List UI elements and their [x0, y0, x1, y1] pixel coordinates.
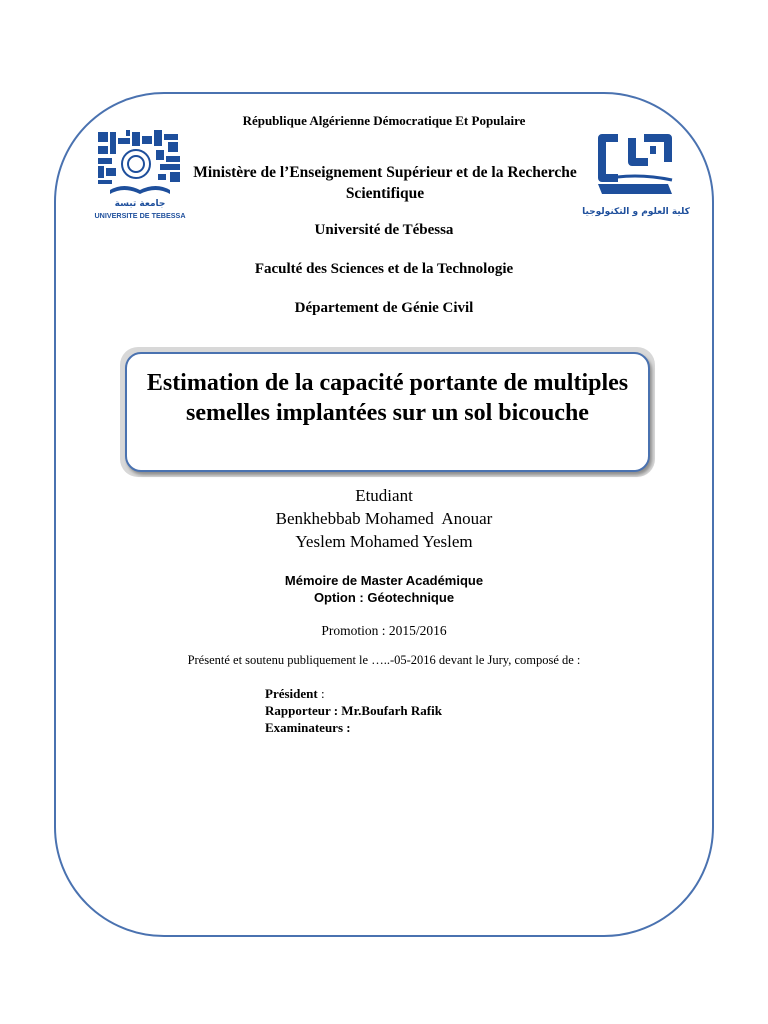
student-label: Etudiant — [355, 486, 413, 505]
logo-right-arabic: كلية العلوم و التكنولوجيا — [582, 207, 690, 217]
student-name: Yeslem Mohamed Yeslem — [295, 532, 473, 551]
memoire-option: Option : Géotechnique — [313, 590, 455, 605]
president-label: Président — [265, 686, 318, 701]
universite-heading: Université de Tébessa — [314, 222, 454, 238]
memoire-type: Mémoire de Master Académique — [284, 573, 484, 588]
student-name: Benkhebbab Mohamed Anouar — [275, 509, 493, 528]
rapporteur-text: Rapporteur : Mr.Boufarh Rafik — [265, 703, 442, 718]
president-value: : — [317, 686, 325, 701]
university-emblem-icon — [96, 128, 184, 222]
faculty-emblem-icon — [582, 128, 690, 224]
jury-president — [265, 686, 325, 702]
departement-heading: Département de Génie Civil — [294, 300, 474, 316]
presentation-line: Présenté et soutenu publiquement le …..-05-2016 devant le Jury, composé de : — [187, 653, 581, 667]
faculte-heading: Faculté des Sciences et de la Technologie — [254, 261, 514, 277]
logo-left-caption: UNIVERSITE DE TEBESSA — [94, 211, 186, 220]
promotion-line: Promotion : 2015/2016 — [321, 623, 447, 638]
ministere-heading: Ministère de l’Enseignement Supérieur et de la Recherche Scientifique — [193, 164, 577, 202]
examinateurs-text: Examinateurs : — [265, 720, 351, 735]
jury-rapporteur — [265, 703, 442, 719]
university-tebessa-logo — [96, 128, 184, 222]
thesis-title: Estimation de la capacité portante de multiples semelles implantées sur un sol bicouche — [146, 370, 629, 426]
republique-heading: République Algérienne Démocratique Et Populaire — [242, 113, 526, 128]
jury-examinateurs — [265, 720, 351, 736]
faculty-logo — [582, 128, 690, 224]
logo-left-arabic: جامعة تبسة — [114, 199, 166, 209]
